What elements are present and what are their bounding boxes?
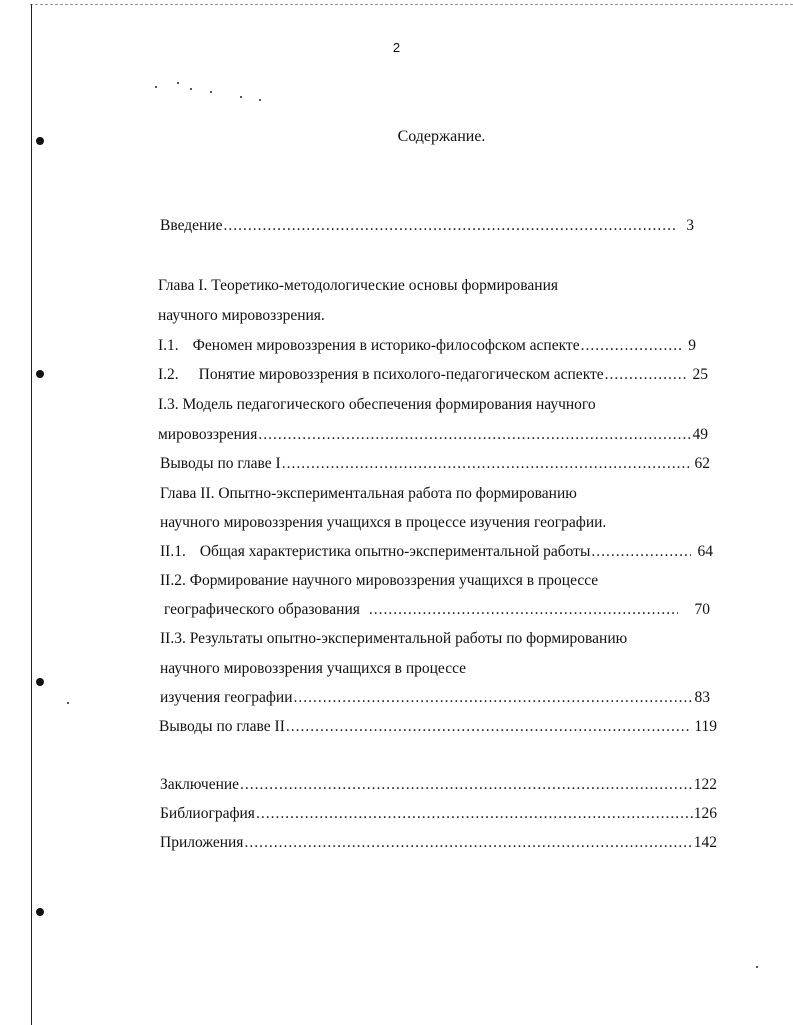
toc-entry-text: Феномен мировоззрения в историко-философском аспекте	[192, 337, 580, 354]
scan-speck	[259, 99, 261, 101]
toc-entry-text: Общая характеристика опытно-экспериментальной работы	[199, 543, 591, 560]
leader-dots	[256, 804, 693, 824]
toc-entry-page: 70	[694, 601, 710, 618]
punch-hole-mark	[36, 678, 44, 686]
chapter-1-title: Глава I. Теоретико-методологические основы формирования	[158, 277, 558, 294]
scan-speck	[756, 966, 758, 968]
toc-entry-page: 9	[688, 337, 696, 354]
toc-entry-conclusion	[160, 775, 717, 795]
punch-hole-mark	[36, 370, 44, 378]
page-number: 2	[392, 40, 401, 55]
chapter-2-title-cont: научного мировоззрения учащихся в процессе изучения географии.	[160, 514, 607, 531]
toc-entry-page: 142	[693, 834, 717, 851]
toc-entry-2-2-cont	[164, 600, 710, 620]
leader-dots	[240, 775, 693, 795]
toc-entry-page: 83	[694, 689, 710, 706]
chapter-1-title-cont: научного мировоззрения.	[158, 307, 325, 324]
toc-entry-appendices	[160, 833, 717, 853]
toc-entry-page: 122	[693, 776, 717, 793]
toc-title: Содержание.	[397, 128, 486, 145]
toc-entry-1-2	[158, 365, 708, 385]
scan-speck	[210, 91, 212, 93]
leader-dots	[369, 600, 678, 620]
toc-entry-page: 25	[692, 366, 708, 383]
toc-entry-chapter-1-conclusions	[160, 454, 710, 474]
toc-entry-1-1	[158, 336, 696, 356]
section-number: I.2.	[158, 366, 179, 383]
leader-dots	[258, 425, 691, 445]
scan-top-border	[30, 4, 793, 5]
toc-entry-2-3-cont2	[160, 688, 710, 708]
toc-entry-page: 126	[693, 805, 717, 822]
toc-entry-text: Выводы по главе II	[159, 718, 285, 735]
toc-entry-text: Введение	[160, 217, 223, 234]
toc-entry-text: мировоззрения	[158, 426, 258, 443]
toc-entry-2-1	[160, 542, 713, 562]
scan-speck	[190, 88, 192, 90]
leader-dots	[286, 717, 689, 737]
toc-entry-page: 62	[694, 455, 710, 472]
scan-speck	[177, 82, 179, 84]
leader-dots	[581, 336, 684, 356]
chapter-2-title: Глава II. Опытно-экспериментальная работа по формированию	[160, 485, 577, 502]
toc-entry-page: 64	[697, 543, 713, 560]
leader-dots	[605, 365, 688, 385]
toc-entry-text: Понятие мировоззрения в психолого-педагогическом аспекте	[198, 366, 604, 383]
toc-entry-text: Выводы по главе I	[160, 455, 281, 472]
toc-entry-2-3-cont: научного мировоззрения учащихся в процессе	[160, 660, 467, 677]
leader-dots	[591, 542, 690, 562]
section-number: I.1.	[158, 337, 179, 354]
toc-entry-text: Приложения	[160, 834, 244, 851]
scan-speck	[155, 86, 157, 88]
toc-entry-chapter-2-conclusions	[159, 717, 717, 737]
toc-entry-bibliography	[160, 804, 717, 824]
toc-entry-page: 49	[692, 426, 708, 443]
leader-dots	[282, 454, 690, 474]
toc-entry-text: географического образования	[164, 601, 360, 618]
toc-entry-1-3-cont	[158, 425, 708, 445]
toc-entry-introduction	[160, 216, 694, 236]
section-number: II.1.	[160, 543, 186, 560]
leader-dots	[294, 688, 694, 708]
scan-speck	[67, 702, 69, 704]
toc-entry-page: 119	[694, 718, 717, 735]
toc-entry-2-2: II.2. Формирование научного мировоззрения учащихся в процессе	[160, 572, 599, 589]
toc-entry-text: Заключение	[160, 776, 240, 793]
leader-dots	[223, 216, 675, 236]
toc-entry-text: Библиография	[160, 805, 255, 822]
toc-entry-2-3: II.3. Результаты опытно-экспериментальной работы по формированию	[160, 630, 628, 647]
toc-entry-1-3: I.3. Модель педагогического обеспечения формирования научного	[158, 396, 596, 413]
scan-left-border	[31, 4, 32, 1025]
toc-entry-text: изучения географии	[160, 689, 293, 706]
toc-entry-page: 3	[686, 217, 694, 234]
punch-hole-mark	[36, 908, 44, 916]
leader-dots	[244, 833, 692, 853]
scan-speck	[240, 96, 242, 98]
